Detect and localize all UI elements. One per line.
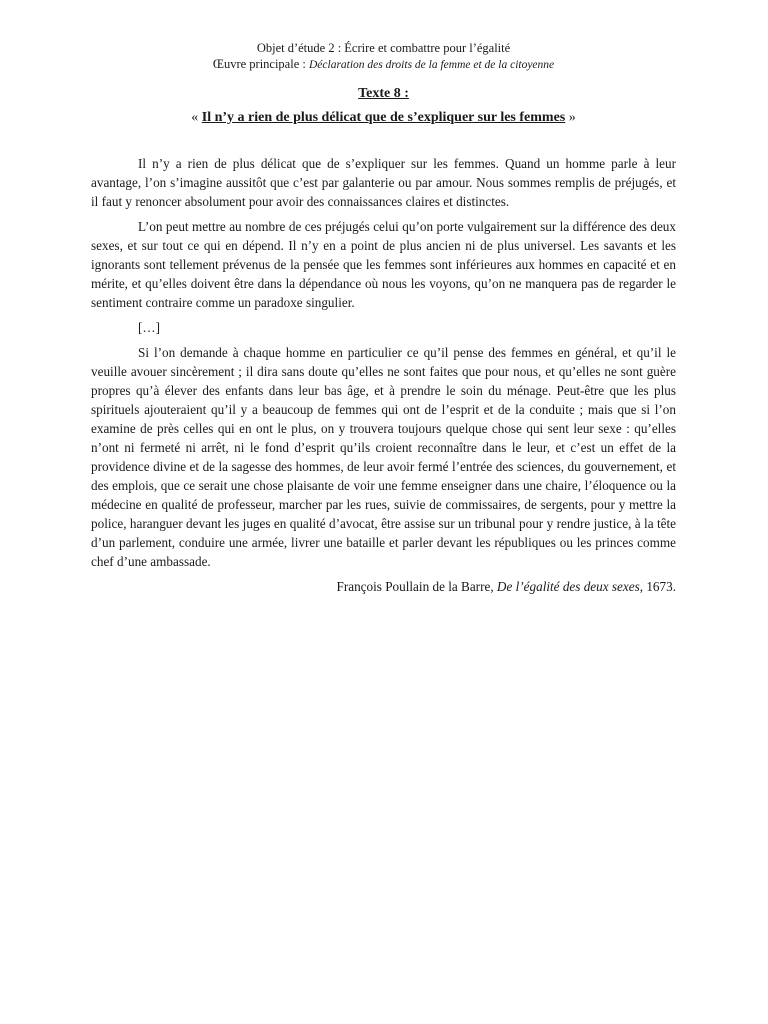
title-open-quote: « (191, 110, 202, 125)
citation-book-title: De l’égalité des deux sexes (496, 579, 640, 594)
main-work-title: Déclaration des droits de la femme et de la citoyenne (308, 59, 555, 71)
source-citation (91, 577, 676, 596)
text-number: Texte 8 : (358, 86, 409, 101)
main-work-line (91, 56, 676, 73)
citation-author: François Poullain de la Barre, (336, 579, 497, 594)
paragraph-1: Il n’y a rien de plus délicat que de s’expliquer sur les femmes. Quand un homme parle à leur avantage, l’on s’imagine aussitôt que c’est par galanterie ou par amour. Nous sommes remplis de préjugés, et il faut y renoncer absolument pour avoir des connaissances claires et distinctes. (91, 156, 676, 209)
citation-year: , 1673. (639, 579, 676, 594)
main-work-label: Œuvre principale : (212, 57, 309, 71)
excerpt-body (91, 154, 676, 571)
omission-marker: […] (138, 320, 160, 335)
document-page (91, 40, 676, 596)
title-close-quote: » (565, 110, 576, 125)
title-text: Il n’y a rien de plus délicat que de s’expliquer sur les femmes (201, 110, 566, 125)
study-object: Objet d’étude 2 : Écrire et combattre pour l’égalité (256, 41, 511, 55)
paragraph-2: L’on peut mettre au nombre de ces préjugés celui qu’on porte vulgairement sur la différence des deux sexes, et sur tout ce qui en dépend. Il n’y en a point de plus ancien ni de plus universel. Les savants et les ignorants sont tellement prévenus de la pensée que les femmes sont inférieures aux hommes en capacité et en mérite, et qu’elles doivent être dans la dépendance où nous les voyons, qu’on ne manquera pas de regarder le sentiment contraire comme un paradoxe singulier. (91, 219, 676, 310)
text-title (91, 109, 676, 127)
paragraph-3: Si l’on demande à chaque homme en particulier ce qu’il pense des femmes en général, et qu’il le veuille avouer sincèrement ; il dira sans doute qu’elles ne sont faites que pour nous, et qu’elles ne sont guère propres qu’à élever des enfants dans leur bas âge, et à prendre le soin du ménage. Peut-être que les plus spirituels ajouteraient qu’il y a beaucoup de femmes qui ont de l’esprit et de la conduite ; mais que si l’on examine de près celles qui en ont le plus, on y trouvera toujours quelque chose qui sent leur sexe : qu’elles n’ont ni fermeté ni arrêt, ni le fond d’esprit qu’ils croient reconnaître dans le leur, et c’est un effet de la providence divine et de la sagesse des hommes, de leur avoir fermé l’entrée des sciences, du gouvernement, et des emplois, que ce serait une chose plaisante de voir une femme enseigner dans une chaire, l’éloquence ou la médecine en qualité de professeur, marcher par les rues, suivie de commissaires, de sergents, pour y mettre la police, haranguer devant les juges en qualité d’avocat, être assise sur un tribunal pour y rendre justice, à la tête d’un parlement, conduire une armée, livrer une bataille et parler devant les républiques ou les princes comme chef d’une ambassade. (91, 345, 676, 569)
study-object-line (91, 40, 676, 56)
